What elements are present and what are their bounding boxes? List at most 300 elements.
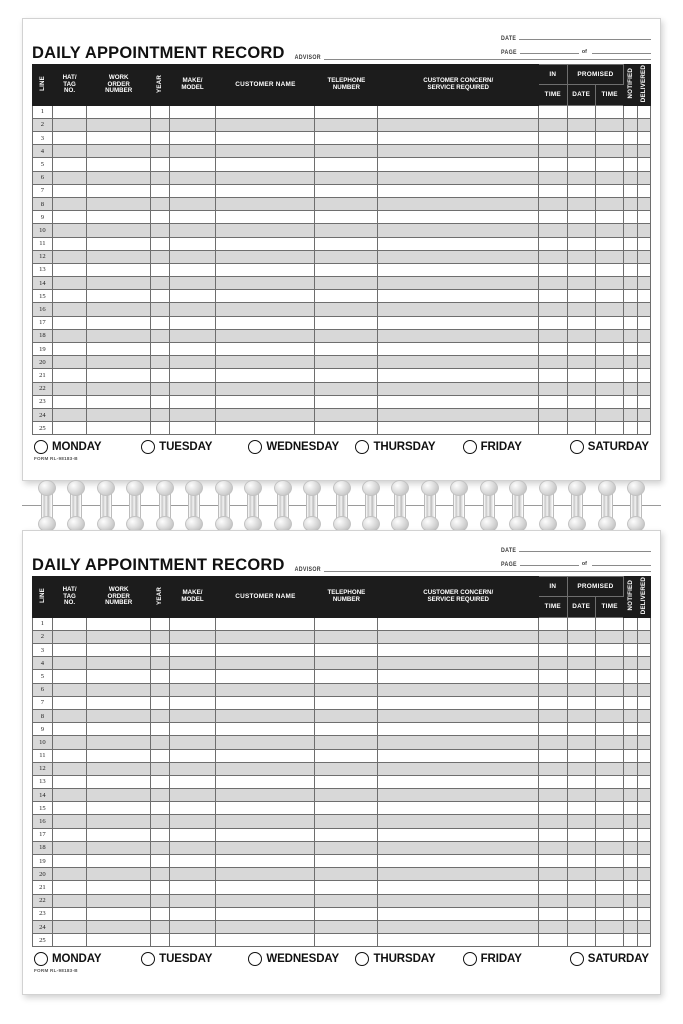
- table-cell[interactable]: [315, 670, 378, 683]
- table-cell[interactable]: [315, 303, 378, 316]
- table-cell[interactable]: [378, 303, 539, 316]
- radio-circle-icon[interactable]: [570, 952, 584, 966]
- table-cell[interactable]: [637, 395, 650, 408]
- table-row[interactable]: [33, 709, 651, 722]
- table-cell[interactable]: [567, 670, 595, 683]
- table-cell[interactable]: [539, 802, 567, 815]
- table-cell[interactable]: [151, 723, 170, 736]
- table-cell[interactable]: [52, 277, 87, 290]
- table-cell[interactable]: [315, 934, 378, 947]
- table-cell[interactable]: [624, 184, 638, 197]
- table-cell[interactable]: [52, 881, 87, 894]
- table-cell[interactable]: [216, 316, 315, 329]
- day-option-thursday[interactable]: [355, 952, 462, 966]
- table-cell[interactable]: [637, 709, 650, 722]
- table-cell[interactable]: [539, 118, 567, 131]
- table-cell[interactable]: [378, 422, 539, 435]
- table-cell[interactable]: [378, 145, 539, 158]
- table-cell[interactable]: [169, 934, 216, 947]
- table-cell[interactable]: [567, 934, 595, 947]
- table-cell[interactable]: [87, 422, 151, 435]
- table-cell[interactable]: [216, 855, 315, 868]
- table-cell[interactable]: [539, 250, 567, 263]
- table-cell[interactable]: [539, 789, 567, 802]
- table-row[interactable]: [33, 907, 651, 920]
- table-cell[interactable]: [378, 630, 539, 643]
- table-cell[interactable]: [169, 762, 216, 775]
- table-cell[interactable]: [378, 329, 539, 342]
- table-cell[interactable]: [315, 118, 378, 131]
- table-row[interactable]: [33, 670, 651, 683]
- table-cell[interactable]: [539, 290, 567, 303]
- table-cell[interactable]: [169, 277, 216, 290]
- table-cell[interactable]: [624, 630, 638, 643]
- table-cell[interactable]: [637, 723, 650, 736]
- table-cell[interactable]: [567, 815, 595, 828]
- table-cell[interactable]: [87, 802, 151, 815]
- table-cell[interactable]: [539, 934, 567, 947]
- table-cell[interactable]: [151, 224, 170, 237]
- table-cell[interactable]: [169, 171, 216, 184]
- table-cell[interactable]: [52, 630, 87, 643]
- table-cell[interactable]: [567, 369, 595, 382]
- radio-circle-icon[interactable]: [34, 952, 48, 966]
- table-cell[interactable]: [539, 263, 567, 276]
- table-cell[interactable]: [637, 422, 650, 435]
- table-cell[interactable]: [169, 237, 216, 250]
- table-cell[interactable]: [539, 369, 567, 382]
- table-cell[interactable]: [87, 290, 151, 303]
- table-cell[interactable]: [624, 158, 638, 171]
- table-cell[interactable]: [378, 815, 539, 828]
- table-cell[interactable]: [216, 881, 315, 894]
- table-cell[interactable]: [87, 920, 151, 933]
- table-cell[interactable]: [567, 250, 595, 263]
- table-cell[interactable]: [595, 868, 623, 881]
- table-cell[interactable]: [87, 184, 151, 197]
- table-cell[interactable]: [637, 630, 650, 643]
- table-cell[interactable]: [315, 105, 378, 118]
- table-cell[interactable]: [539, 894, 567, 907]
- table-cell[interactable]: [87, 723, 151, 736]
- table-cell[interactable]: [151, 290, 170, 303]
- table-cell[interactable]: [151, 855, 170, 868]
- table-cell[interactable]: [539, 316, 567, 329]
- table-row[interactable]: [33, 211, 651, 224]
- table-cell[interactable]: [378, 184, 539, 197]
- table-row[interactable]: [33, 237, 651, 250]
- table-cell[interactable]: [567, 657, 595, 670]
- table-cell[interactable]: [567, 644, 595, 657]
- table-cell[interactable]: [567, 277, 595, 290]
- table-cell[interactable]: [595, 934, 623, 947]
- table-cell[interactable]: [169, 118, 216, 131]
- table-cell[interactable]: [624, 657, 638, 670]
- table-cell[interactable]: [567, 920, 595, 933]
- table-cell[interactable]: [169, 290, 216, 303]
- date-field-bottom[interactable]: [501, 540, 651, 554]
- table-cell[interactable]: [567, 696, 595, 709]
- table-cell[interactable]: [52, 657, 87, 670]
- radio-circle-icon[interactable]: [248, 952, 262, 966]
- table-cell[interactable]: [378, 644, 539, 657]
- table-row[interactable]: [33, 250, 651, 263]
- table-cell[interactable]: [378, 105, 539, 118]
- table-cell[interactable]: [315, 329, 378, 342]
- table-cell[interactable]: [567, 828, 595, 841]
- table-cell[interactable]: [624, 224, 638, 237]
- day-option-wednesday[interactable]: [248, 952, 355, 966]
- table-row[interactable]: [33, 118, 651, 131]
- table-cell[interactable]: [216, 815, 315, 828]
- table-row[interactable]: [33, 855, 651, 868]
- table-cell[interactable]: [378, 894, 539, 907]
- table-cell[interactable]: [567, 395, 595, 408]
- table-cell[interactable]: [637, 841, 650, 854]
- table-cell[interactable]: [216, 920, 315, 933]
- table-cell[interactable]: [315, 237, 378, 250]
- table-cell[interactable]: [315, 736, 378, 749]
- table-cell[interactable]: [624, 920, 638, 933]
- table-row[interactable]: [33, 290, 651, 303]
- table-cell[interactable]: [315, 802, 378, 815]
- table-cell[interactable]: [52, 841, 87, 854]
- table-cell[interactable]: [567, 630, 595, 643]
- table-cell[interactable]: [151, 408, 170, 421]
- table-cell[interactable]: [637, 211, 650, 224]
- table-cell[interactable]: [87, 815, 151, 828]
- table-cell[interactable]: [216, 934, 315, 947]
- table-cell[interactable]: [637, 762, 650, 775]
- day-option-saturday[interactable]: [570, 440, 649, 454]
- table-cell[interactable]: [315, 617, 378, 630]
- table-cell[interactable]: [624, 934, 638, 947]
- table-cell[interactable]: [595, 617, 623, 630]
- radio-circle-icon[interactable]: [248, 440, 262, 454]
- table-cell[interactable]: [595, 855, 623, 868]
- table-cell[interactable]: [151, 934, 170, 947]
- table-cell[interactable]: [378, 250, 539, 263]
- table-cell[interactable]: [169, 696, 216, 709]
- table-cell[interactable]: [52, 303, 87, 316]
- table-cell[interactable]: [315, 907, 378, 920]
- table-cell[interactable]: [378, 683, 539, 696]
- table-cell[interactable]: [539, 762, 567, 775]
- table-cell[interactable]: [52, 670, 87, 683]
- table-cell[interactable]: [87, 841, 151, 854]
- table-cell[interactable]: [87, 316, 151, 329]
- table-cell[interactable]: [216, 802, 315, 815]
- table-cell[interactable]: [151, 382, 170, 395]
- table-cell[interactable]: [87, 408, 151, 421]
- table-cell[interactable]: [216, 723, 315, 736]
- table-row[interactable]: [33, 422, 651, 435]
- table-cell[interactable]: [539, 329, 567, 342]
- table-cell[interactable]: [567, 907, 595, 920]
- table-cell[interactable]: [87, 211, 151, 224]
- table-cell[interactable]: [624, 408, 638, 421]
- table-cell[interactable]: [52, 408, 87, 421]
- table-cell[interactable]: [378, 132, 539, 145]
- table-cell[interactable]: [151, 789, 170, 802]
- table-cell[interactable]: [216, 250, 315, 263]
- table-cell[interactable]: [567, 382, 595, 395]
- table-cell[interactable]: [567, 237, 595, 250]
- table-cell[interactable]: [52, 132, 87, 145]
- table-cell[interactable]: [315, 630, 378, 643]
- advisor-input-line[interactable]: [324, 58, 651, 60]
- table-cell[interactable]: [216, 644, 315, 657]
- table-row[interactable]: [33, 356, 651, 369]
- radio-circle-icon[interactable]: [463, 952, 477, 966]
- table-cell[interactable]: [624, 263, 638, 276]
- table-cell[interactable]: [637, 145, 650, 158]
- table-cell[interactable]: [151, 211, 170, 224]
- table-row[interactable]: [33, 224, 651, 237]
- day-option-monday[interactable]: [34, 952, 141, 966]
- table-cell[interactable]: [378, 907, 539, 920]
- table-cell[interactable]: [624, 762, 638, 775]
- table-cell[interactable]: [378, 211, 539, 224]
- table-cell[interactable]: [87, 105, 151, 118]
- table-cell[interactable]: [315, 815, 378, 828]
- table-cell[interactable]: [52, 145, 87, 158]
- table-cell[interactable]: [539, 171, 567, 184]
- table-cell[interactable]: [539, 395, 567, 408]
- table-cell[interactable]: [87, 224, 151, 237]
- table-cell[interactable]: [216, 158, 315, 171]
- day-option-saturday[interactable]: [570, 952, 649, 966]
- radio-circle-icon[interactable]: [570, 440, 584, 454]
- table-cell[interactable]: [378, 789, 539, 802]
- table-cell[interactable]: [169, 145, 216, 158]
- table-cell[interactable]: [637, 277, 650, 290]
- table-cell[interactable]: [87, 630, 151, 643]
- table-cell[interactable]: [595, 815, 623, 828]
- table-cell[interactable]: [151, 841, 170, 854]
- table-cell[interactable]: [637, 657, 650, 670]
- table-cell[interactable]: [595, 277, 623, 290]
- table-cell[interactable]: [87, 683, 151, 696]
- table-cell[interactable]: [567, 197, 595, 210]
- table-row[interactable]: [33, 105, 651, 118]
- table-cell[interactable]: [624, 670, 638, 683]
- table-cell[interactable]: [216, 171, 315, 184]
- table-cell[interactable]: [87, 197, 151, 210]
- table-cell[interactable]: [169, 802, 216, 815]
- table-cell[interactable]: [52, 343, 87, 356]
- table-cell[interactable]: [151, 343, 170, 356]
- table-cell[interactable]: [539, 920, 567, 933]
- table-cell[interactable]: [637, 184, 650, 197]
- table-cell[interactable]: [151, 828, 170, 841]
- table-cell[interactable]: [169, 868, 216, 881]
- table-row[interactable]: [33, 132, 651, 145]
- table-cell[interactable]: [87, 118, 151, 131]
- table-cell[interactable]: [539, 105, 567, 118]
- table-row[interactable]: [33, 775, 651, 788]
- table-cell[interactable]: [151, 617, 170, 630]
- table-cell[interactable]: [637, 749, 650, 762]
- table-cell[interactable]: [637, 316, 650, 329]
- table-cell[interactable]: [315, 762, 378, 775]
- table-cell[interactable]: [315, 855, 378, 868]
- table-cell[interactable]: [169, 250, 216, 263]
- table-cell[interactable]: [567, 303, 595, 316]
- table-cell[interactable]: [567, 132, 595, 145]
- table-cell[interactable]: [87, 762, 151, 775]
- table-cell[interactable]: [216, 683, 315, 696]
- table-cell[interactable]: [52, 762, 87, 775]
- page-input-line-bottom[interactable]: [520, 564, 579, 566]
- table-cell[interactable]: [151, 277, 170, 290]
- table-cell[interactable]: [637, 118, 650, 131]
- table-cell[interactable]: [567, 316, 595, 329]
- table-cell[interactable]: [567, 343, 595, 356]
- table-cell[interactable]: [595, 907, 623, 920]
- table-cell[interactable]: [567, 422, 595, 435]
- table-cell[interactable]: [637, 290, 650, 303]
- advisor-input-line-bottom[interactable]: [324, 570, 651, 572]
- table-cell[interactable]: [637, 408, 650, 421]
- table-cell[interactable]: [151, 171, 170, 184]
- table-row[interactable]: [33, 657, 651, 670]
- table-cell[interactable]: [637, 881, 650, 894]
- table-row[interactable]: [33, 617, 651, 630]
- table-cell[interactable]: [637, 343, 650, 356]
- table-cell[interactable]: [624, 789, 638, 802]
- table-cell[interactable]: [315, 828, 378, 841]
- table-cell[interactable]: [539, 736, 567, 749]
- table-cell[interactable]: [216, 145, 315, 158]
- table-cell[interactable]: [378, 934, 539, 947]
- table-cell[interactable]: [315, 316, 378, 329]
- table-cell[interactable]: [52, 894, 87, 907]
- table-cell[interactable]: [624, 316, 638, 329]
- table-row[interactable]: [33, 828, 651, 841]
- table-cell[interactable]: [378, 657, 539, 670]
- table-cell[interactable]: [624, 250, 638, 263]
- table-cell[interactable]: [216, 709, 315, 722]
- table-cell[interactable]: [624, 802, 638, 815]
- table-cell[interactable]: [87, 644, 151, 657]
- table-cell[interactable]: [52, 237, 87, 250]
- table-cell[interactable]: [151, 762, 170, 775]
- table-cell[interactable]: [637, 382, 650, 395]
- table-cell[interactable]: [169, 709, 216, 722]
- table-cell[interactable]: [169, 920, 216, 933]
- table-cell[interactable]: [87, 894, 151, 907]
- table-cell[interactable]: [52, 749, 87, 762]
- table-cell[interactable]: [595, 920, 623, 933]
- table-cell[interactable]: [378, 723, 539, 736]
- table-cell[interactable]: [378, 237, 539, 250]
- table-row[interactable]: [33, 815, 651, 828]
- table-cell[interactable]: [52, 184, 87, 197]
- table-row[interactable]: [33, 303, 651, 316]
- table-cell[interactable]: [169, 657, 216, 670]
- table-cell[interactable]: [637, 802, 650, 815]
- table-cell[interactable]: [567, 211, 595, 224]
- table-row[interactable]: [33, 736, 651, 749]
- table-cell[interactable]: [216, 775, 315, 788]
- table-cell[interactable]: [315, 723, 378, 736]
- table-cell[interactable]: [595, 644, 623, 657]
- page-total-input-line-bottom[interactable]: [592, 564, 651, 566]
- table-row[interactable]: [33, 894, 651, 907]
- table-cell[interactable]: [52, 105, 87, 118]
- table-cell[interactable]: [216, 369, 315, 382]
- table-cell[interactable]: [169, 356, 216, 369]
- table-cell[interactable]: [216, 736, 315, 749]
- table-cell[interactable]: [567, 408, 595, 421]
- table-cell[interactable]: [637, 356, 650, 369]
- table-cell[interactable]: [52, 802, 87, 815]
- table-cell[interactable]: [539, 709, 567, 722]
- table-cell[interactable]: [378, 775, 539, 788]
- table-cell[interactable]: [52, 158, 87, 171]
- table-cell[interactable]: [539, 184, 567, 197]
- table-cell[interactable]: [378, 197, 539, 210]
- table-cell[interactable]: [87, 145, 151, 158]
- table-row[interactable]: [33, 145, 651, 158]
- table-cell[interactable]: [151, 197, 170, 210]
- table-cell[interactable]: [378, 343, 539, 356]
- table-cell[interactable]: [151, 630, 170, 643]
- table-cell[interactable]: [315, 920, 378, 933]
- table-cell[interactable]: [169, 303, 216, 316]
- table-cell[interactable]: [624, 855, 638, 868]
- table-cell[interactable]: [378, 277, 539, 290]
- table-cell[interactable]: [52, 907, 87, 920]
- table-cell[interactable]: [539, 868, 567, 881]
- table-cell[interactable]: [624, 881, 638, 894]
- table-cell[interactable]: [595, 343, 623, 356]
- table-cell[interactable]: [595, 171, 623, 184]
- table-cell[interactable]: [539, 696, 567, 709]
- table-cell[interactable]: [315, 171, 378, 184]
- table-cell[interactable]: [52, 920, 87, 933]
- table-cell[interactable]: [315, 657, 378, 670]
- table-cell[interactable]: [567, 145, 595, 158]
- table-cell[interactable]: [378, 263, 539, 276]
- table-cell[interactable]: [624, 197, 638, 210]
- table-cell[interactable]: [87, 132, 151, 145]
- table-cell[interactable]: [87, 828, 151, 841]
- table-cell[interactable]: [567, 683, 595, 696]
- table-cell[interactable]: [87, 277, 151, 290]
- table-cell[interactable]: [624, 356, 638, 369]
- table-cell[interactable]: [378, 841, 539, 854]
- table-cell[interactable]: [151, 670, 170, 683]
- table-cell[interactable]: [378, 356, 539, 369]
- table-cell[interactable]: [624, 105, 638, 118]
- table-cell[interactable]: [52, 250, 87, 263]
- table-cell[interactable]: [151, 263, 170, 276]
- table-cell[interactable]: [637, 828, 650, 841]
- table-cell[interactable]: [637, 224, 650, 237]
- table-cell[interactable]: [216, 395, 315, 408]
- table-cell[interactable]: [52, 422, 87, 435]
- table-cell[interactable]: [637, 894, 650, 907]
- table-row[interactable]: [33, 881, 651, 894]
- table-cell[interactable]: [87, 171, 151, 184]
- table-cell[interactable]: [595, 670, 623, 683]
- table-cell[interactable]: [624, 277, 638, 290]
- table-cell[interactable]: [315, 775, 378, 788]
- table-cell[interactable]: [315, 343, 378, 356]
- page-input-line[interactable]: [520, 52, 579, 54]
